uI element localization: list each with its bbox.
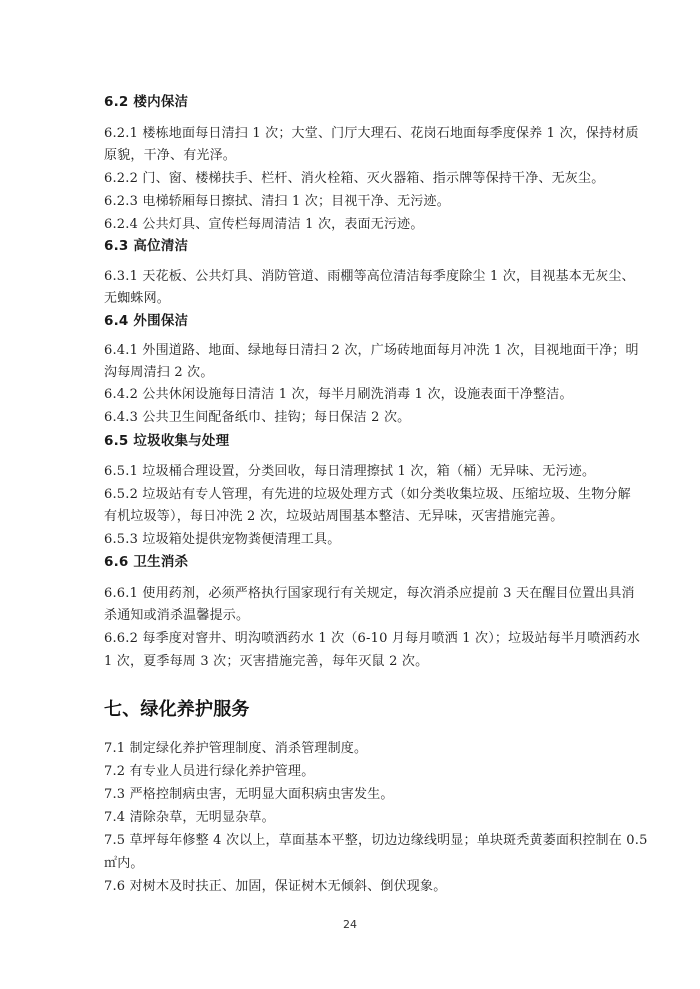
- paragraph-line: 6.2.1 楼栋地面每日清扫 1 次；大堂、门厅大理石、花岗石地面每季度保养 1 次，保持材质: [104, 126, 639, 141]
- paragraph-line: 6.5.1 垃圾桶合理设置，分类回收，每日清理擦拭 1 次，箱（桶）无异味、无污迹。: [104, 464, 596, 479]
- paragraph-line: 6.5.2 垃圾站有专人管理，有先进的垃圾处理方式（如分类收集垃圾、压缩垃圾、生物分解: [104, 487, 631, 502]
- paragraph-line: 1 次，夏季每周 3 次；灭害措施完善，每年灭鼠 2 次。: [104, 654, 429, 669]
- paragraph-line: 6.2.2 门、窗、楼梯扶手、栏杆、消火栓箱、灭火器箱、指示牌等保持干净、无灰尘。: [104, 171, 605, 186]
- section-heading-6-5: 6.5 垃圾收集与处理: [104, 433, 230, 449]
- page-number: 24: [343, 918, 357, 931]
- paragraph-line: 6.2.3 电梯轿厢每日擦拭、清扫 1 次；目视干净、无污迹。: [104, 194, 450, 209]
- paragraph-line: 7.4 清除杂草，无明显杂草。: [104, 810, 275, 825]
- paragraph-line: ㎡内。: [104, 856, 144, 871]
- paragraph-line: 7.3 严格控制病虫害，无明显大面积病虫害发生。: [104, 787, 394, 802]
- paragraph-line: 7.2 有专业人员进行绿化养护管理。: [104, 764, 315, 779]
- section-heading-6-2: 6.2 楼内保洁: [104, 94, 189, 110]
- section-heading-6-4: 6.4 外围保洁: [104, 313, 189, 329]
- paragraph-line: 6.5.3 垃圾箱处提供宠物粪便清理工具。: [104, 532, 341, 547]
- paragraph-line: 无蜘蛛网。: [104, 291, 171, 306]
- paragraph-line: 6.2.4 公共灯具、宣传栏每周清洁 1 次，表面无污迹。: [104, 217, 424, 232]
- paragraph-line: 6.4.3 公共卫生间配备纸巾、挂钩；每日保洁 2 次。: [104, 410, 411, 425]
- section-heading-6-3: 6.3 高位清洁: [104, 238, 189, 254]
- paragraph-line: 有机垃圾等），每日冲洗 2 次，垃圾站周围基本整洁、无异味，灭害措施完善。: [104, 509, 564, 524]
- paragraph-line: 6.4.1 外围道路、地面、绿地每日清扫 2 次，广场砖地面每月冲洗 1 次，目视地面干净；明: [104, 343, 639, 358]
- paragraph-line: 6.3.1 天花板、公共灯具、消防管道、雨棚等高位清洁每季度除尘 1 次，目视基本无灰尘、: [104, 269, 635, 284]
- paragraph-line: 7.1 制定绿化养护管理制度、消杀管理制度。: [104, 741, 368, 756]
- paragraph-line: 7.6 对树木及时扶正、加固，保证树木无倾斜、倒伏现象。: [104, 879, 447, 894]
- paragraph-line: 原貌，干净、有光泽。: [104, 148, 237, 163]
- paragraph-line: 7.5 草坪每年修整 4 次以上，草面基本平整，切边边缘线明显；单块斑秃黄萎面积控制在 0.5: [104, 833, 648, 848]
- paragraph-line: 沟每周清扫 2 次。: [104, 365, 214, 380]
- paragraph-line: 6.6.2 每季度对窨井、明沟喷洒药水 1 次（6-10 月每月喷洒 1 次）；垃圾站每半月喷洒药水: [104, 631, 641, 646]
- paragraph-line: 6.6.1 使用药剂，必须严格执行国家现行有关规定，每次消杀应提前 3 天在醒目位置出具消: [104, 586, 635, 601]
- section-heading-6-6: 6.6 卫生消杀: [104, 554, 189, 570]
- chapter-heading-7: 七、绿化养护服务: [104, 699, 250, 720]
- paragraph-line: 杀通知或消杀温馨提示。: [104, 608, 250, 623]
- paragraph-line: 6.4.2 公共休闲设施每日清洁 1 次，每半月刷洗消毒 1 次，设施表面干净整洁。: [104, 387, 573, 402]
